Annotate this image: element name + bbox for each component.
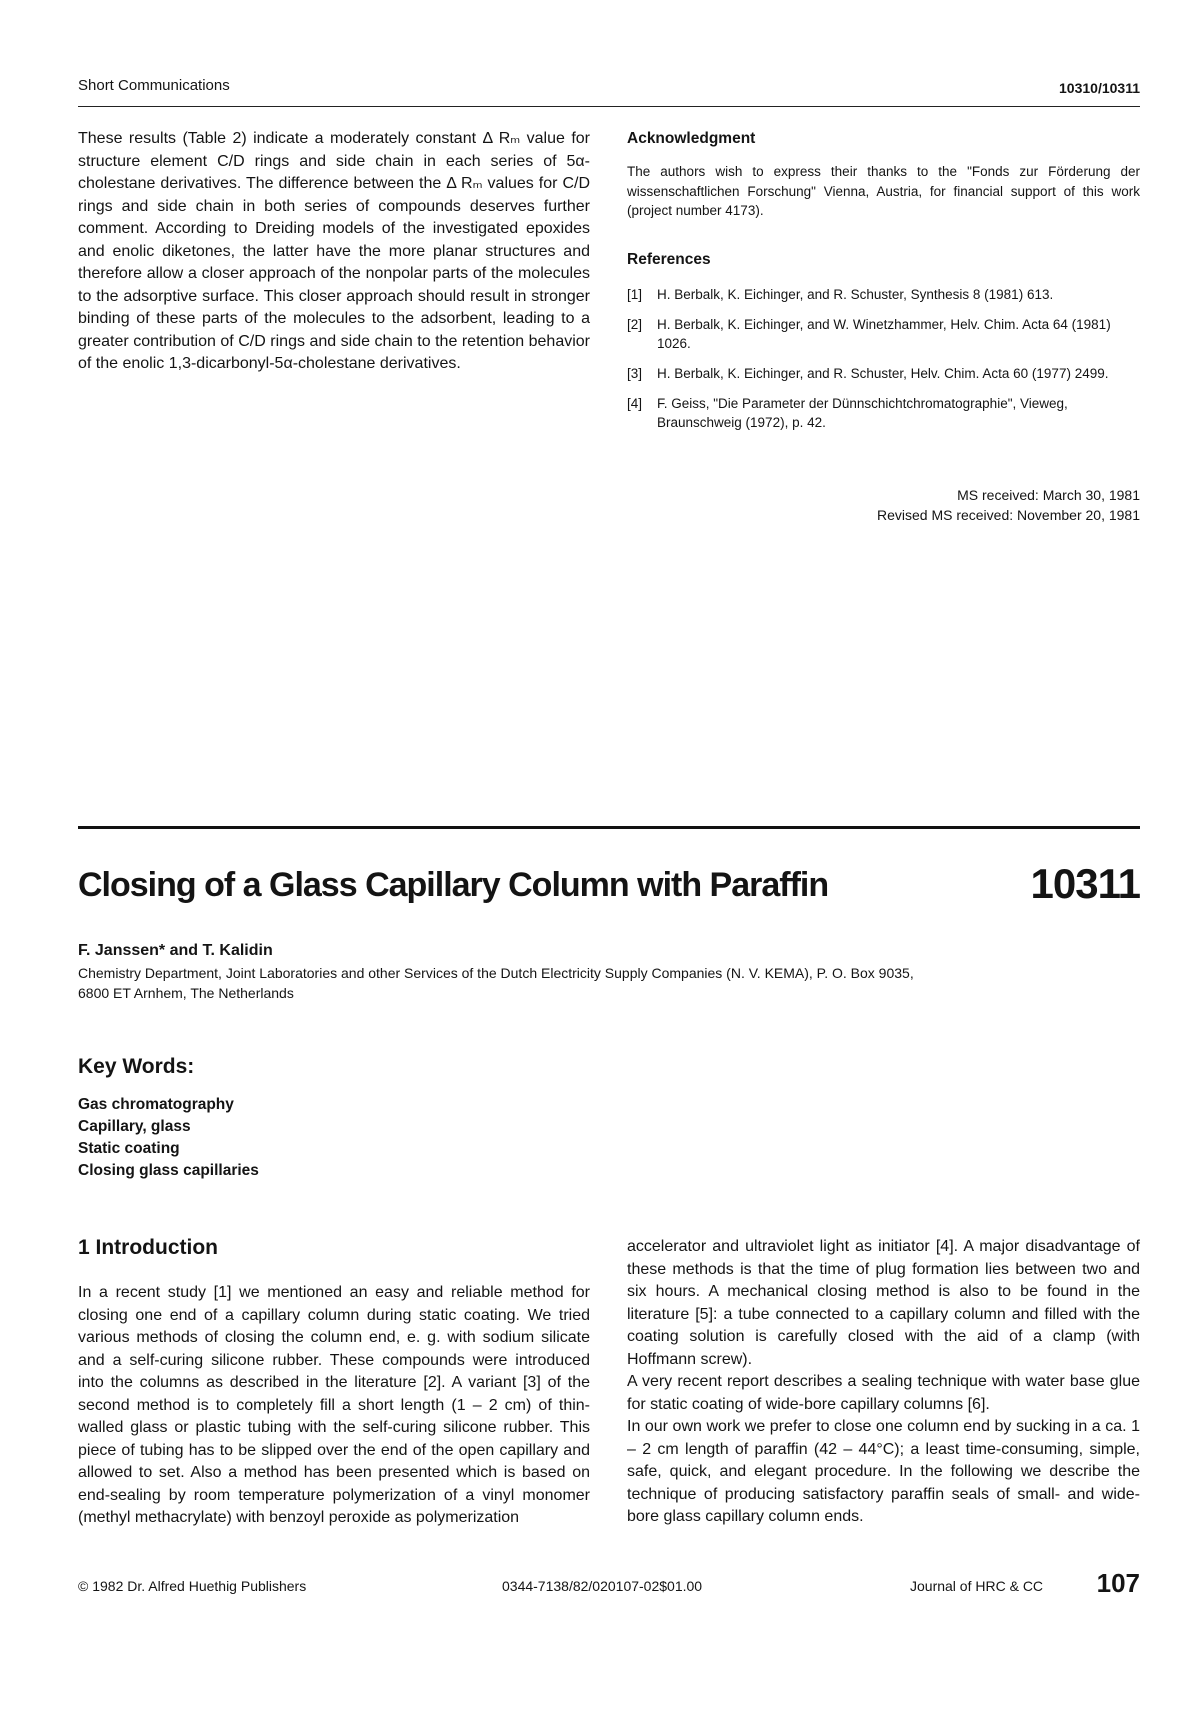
prev-article-right-column bbox=[627, 130, 1140, 443]
reference-number: [4] bbox=[627, 395, 643, 411]
reference-item bbox=[627, 315, 1140, 353]
keyword-item: Gas chromatography bbox=[78, 1096, 234, 1113]
reference-number: [3] bbox=[627, 365, 643, 381]
keyword-item: Closing glass capillaries bbox=[78, 1162, 259, 1179]
intro-paragraph: A very recent report describes a sealing technique with water base glue for static coating of wide-bore capillary columns [6]. bbox=[627, 1373, 1140, 1413]
intro-paragraph: In our own work we prefer to close one column end by sucking in a ca. 1 – 2 cm length of paraffin (42 – 44°C); a least time-consuming, simple, safe, quick, and elegant procedure. In the following we describe the technique of producing satisfactory paraffin seals of small- and wide-bore glass capillary column ends. bbox=[627, 1418, 1140, 1525]
reference-number: [1] bbox=[627, 286, 643, 302]
reference-text: F. Geiss, "Die Parameter der Dünnschichtchromatographie", Vieweg, Braunschweig (1972), p. 42. bbox=[657, 395, 1068, 430]
keywords-list bbox=[78, 1094, 259, 1182]
keywords-heading: Key Words: bbox=[78, 1055, 195, 1078]
reference-number: [2] bbox=[627, 316, 643, 332]
reference-item bbox=[627, 394, 1140, 432]
article-divider-rule bbox=[78, 826, 1140, 829]
affiliation-line: 6800 ET Arnhem, The Netherlands bbox=[78, 985, 294, 1001]
introduction-heading: 1 Introduction bbox=[78, 1236, 218, 1259]
footer-code: 0344-7138/82/020107-02$01.00 bbox=[502, 1578, 703, 1594]
header-rule bbox=[78, 106, 1140, 107]
intro-paragraph: In a recent study [1] we mentioned an easy and reliable method for closing one end of a capillary column during static coating. We tried various methods of closing the column end, e. g. with sodium silicate and a self-curing silicone rubber. These compounds were introduced into the columns as described in the literature [2]. A variant [3] of the second method is to completely fill a short length (1 – 2 cm) of thin-walled glass or plastic tubing with the self-curing silicone rubber. This piece of tubing has to be slipped over the end of the open capillary and allowed to set. Also a method has been presented which is based on end-sealing by room temperature polymerization of a vinyl monomer (methyl methacrylate) with benzoyl peroxide as polymerization bbox=[78, 1284, 590, 1526]
keyword-item: Capillary, glass bbox=[78, 1118, 191, 1135]
intro-right-column bbox=[627, 1236, 1140, 1529]
acknowledgment-heading: Acknowledgment bbox=[627, 130, 756, 147]
reference-item bbox=[627, 285, 1140, 304]
ms-revised: Revised MS received: November 20, 1981 bbox=[876, 507, 1140, 523]
running-header-article-numbers: 10310/10311 bbox=[1059, 80, 1140, 96]
article-affiliation bbox=[78, 963, 1058, 1003]
intro-paragraph: accelerator and ultraviolet light as initiator [4]. A major disadvantage of these methods is that the time of plug formation lies between two and six hours. A mechanical closing method is also to be found in the literature [5]: a tube connected to a capillary column and filled with the coating solution is carefully closed with the aid of a clamp (with Hoffmann screw). bbox=[627, 1238, 1140, 1368]
prev-article-left-column bbox=[78, 128, 590, 376]
footer-copyright: © 1982 Dr. Alfred Huethig Publishers bbox=[78, 1578, 307, 1594]
affiliation-line: Chemistry Department, Joint Laboratories and other Services of the Dutch Electricity Supply Companies (N. V. KEMA), P. O. Box 9035, bbox=[78, 965, 914, 981]
reference-item bbox=[627, 364, 1140, 383]
running-header-section: Short Communications bbox=[78, 77, 230, 94]
reference-text: H. Berbalk, K. Eichinger, and W. Winetzhammer, Helv. Chim. Acta 64 (1981) 1026. bbox=[657, 316, 1111, 351]
reference-text: H. Berbalk, K. Eichinger, and R. Schuster, Helv. Chim. Acta 60 (1977) 2499. bbox=[657, 365, 1109, 381]
acknowledgment-text: The authors wish to express their thanks to the "Fonds zur Förderung der wissenschaftlichen Forschung" Vienna, Austria, for financial support of this work (project number 4173). bbox=[627, 164, 1140, 218]
footer-journal: Journal of HRC & CC bbox=[910, 1578, 1044, 1594]
page-number: 107 bbox=[1096, 1568, 1140, 1598]
intro-left-column bbox=[78, 1282, 590, 1530]
article-number: 10311 bbox=[1030, 860, 1140, 907]
keyword-item: Static coating bbox=[78, 1140, 180, 1157]
reference-text: H. Berbalk, K. Eichinger, and R. Schuster, Synthesis 8 (1981) 613. bbox=[657, 286, 1054, 302]
prev-article-paragraph: These results (Table 2) indicate a moderately constant Δ Rₘ value for structure element C/D rings and side chain in each series of 5α-cholestane derivatives. The difference between the Δ Rₘ values for C/D rings and side chain in both series of compounds deserves further comment. According to Dreiding models of the investigated epoxides and enolic diketones, the latter have the more planar structures and therefore allow a closer approach of the nonpolar parts of the molecules to the adsorptive surface. This closer approach should result in stronger binding of these parts of the molecules to the adsorbent, leading to a greater contribution of C/D rings and side chain to the retention behavior of the enolic 1,3-dicarbonyl-5α-cholestane derivatives. bbox=[78, 130, 590, 372]
ms-received: MS received: March 30, 1981 bbox=[957, 487, 1140, 503]
references-list bbox=[627, 285, 1140, 432]
references-heading: References bbox=[627, 250, 711, 268]
received-dates bbox=[877, 485, 1140, 525]
article-authors bbox=[78, 942, 273, 960]
authors-names: F. Janssen* and T. Kalidin bbox=[78, 942, 273, 959]
article-title: Closing of a Glass Capillary Column with Paraffin bbox=[78, 866, 829, 904]
